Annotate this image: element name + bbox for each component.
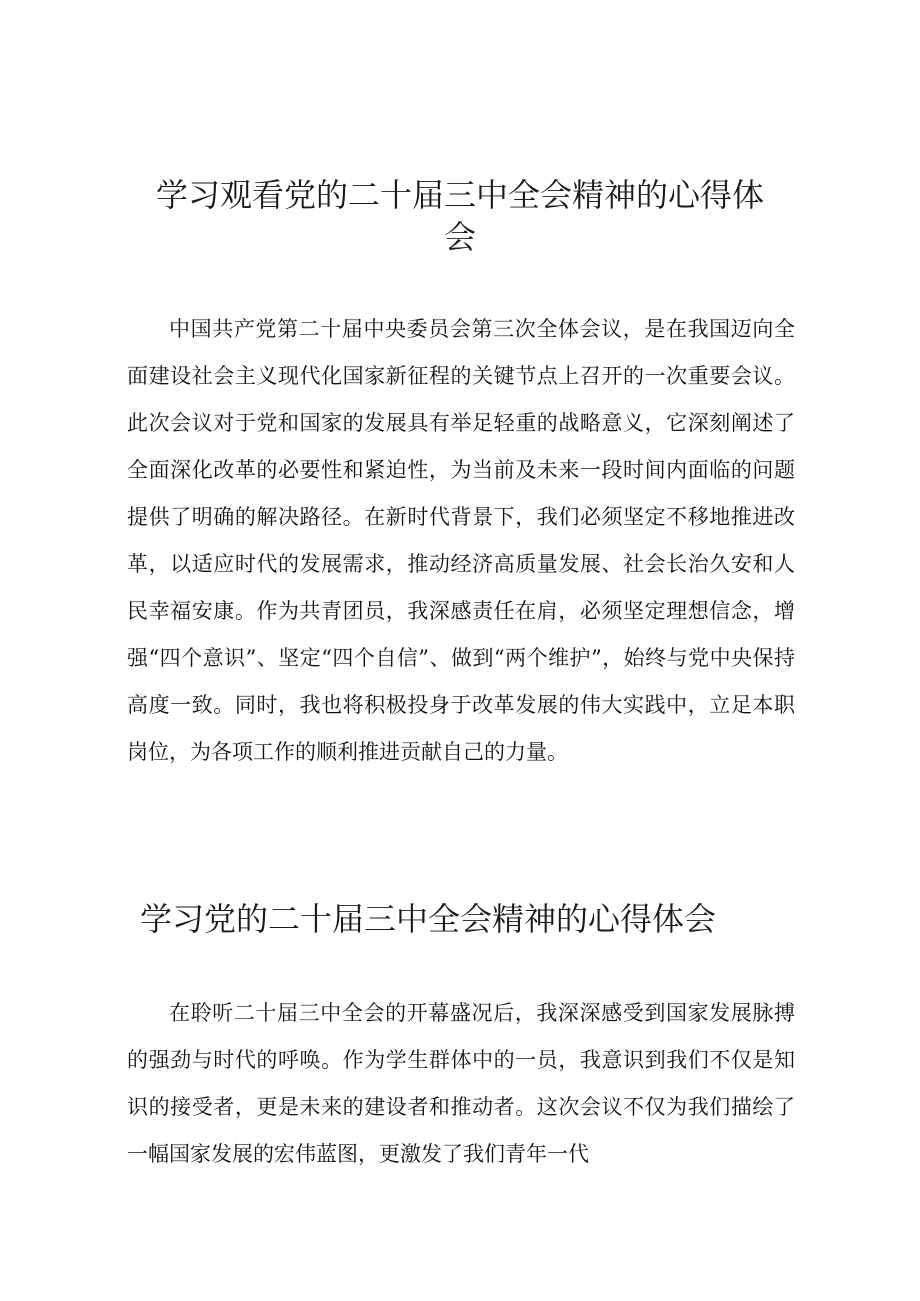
section-2-title: 学习党的二十届三中全会精神的心得体会 [140,900,717,938]
section-1-title: 学习观看党的二十届三中全会精神的心得体会 [155,176,764,256]
section-1-paragraph: 中国共产党第二十届中央委员会第三次全体会议，是在我国迈向全面建设社会主义现代化国家新征程的关键节点上召开的一次重要会议。此次会议对于党和国家的发展具有举足轻重的战略意义，它深刻阐述了全面深化改革的必要性和紧迫性，为当前及未来一段时间内面临的问题提供了明确的解决路径。在新时代背景下，我们必须坚定不移地推进改革，以适应时代的发展需求，推动经济高质量发展、社会长治久安和人民幸福安康。作为共青团员，我深感责任在肩，必须坚定理想信念，增强“四个意识”、坚定“四个自信”、做到“两个维护”，始终与党中央保持高度一致。同时，我也将积极投身于改革发展的伟大实践中，立足本职岗位，为各项工作的顺利推进贡献自己的力量。 [127,317,795,764]
section-2-paragraph: 在聆听二十届三中全会的开幕盛况后，我深深感受到国家发展脉搏的强劲与时代的呼唤。作为学生群体中的一员，我意识到我们不仅是知识的接受者，更是未来的建设者和推动者。这次会议不仅为我们描绘了一幅国家发展的宏伟蓝图，更激发了我们青年一代 [127,1001,795,1166]
